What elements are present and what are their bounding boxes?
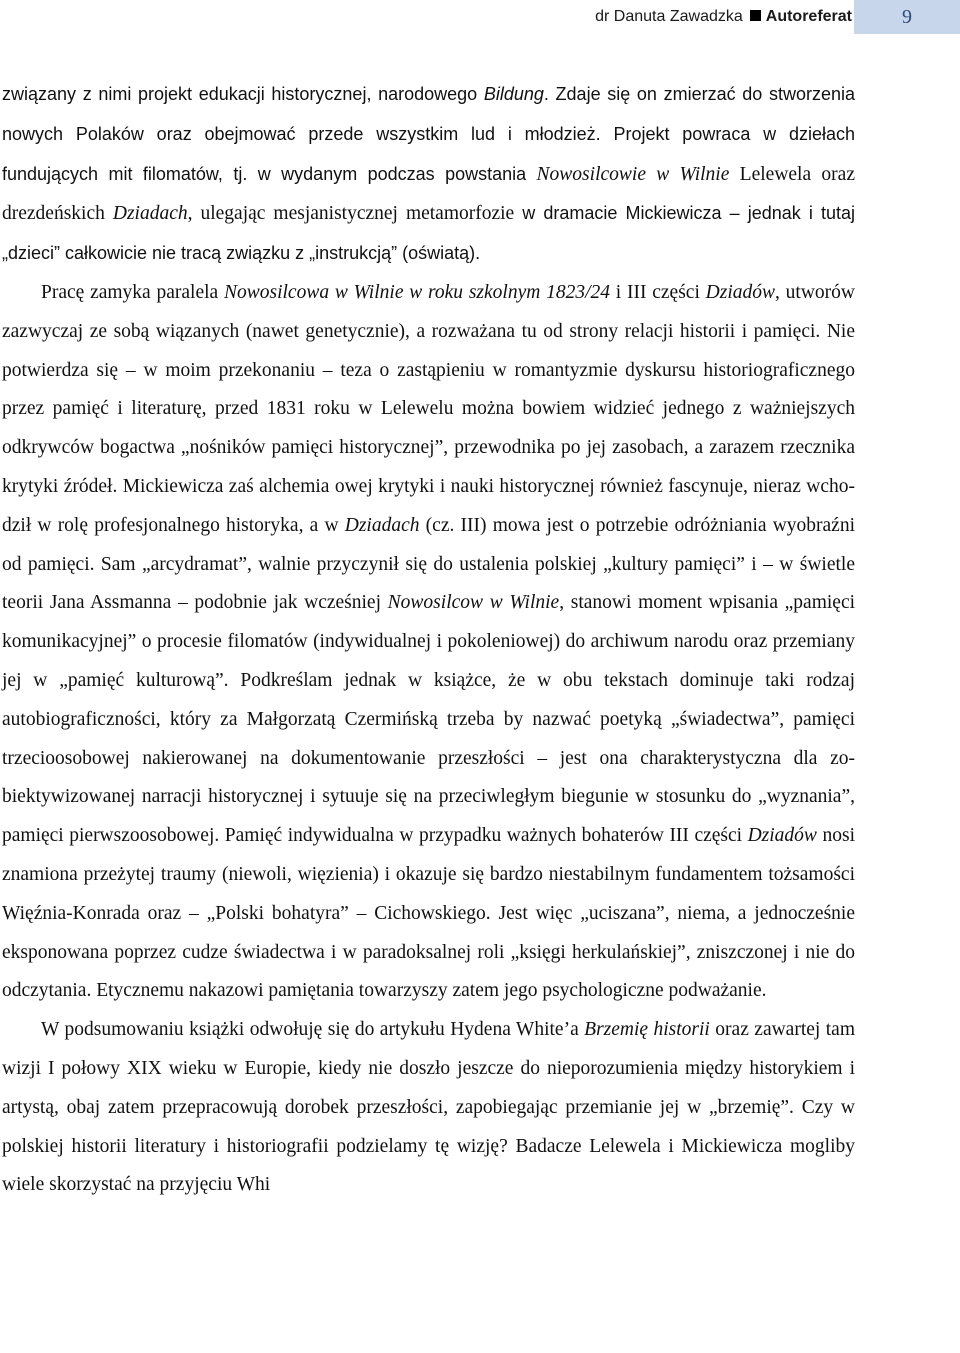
- italic-title: Bildung: [483, 84, 544, 104]
- text-run: , ulegając mesjanistycznej metamorfozie: [187, 203, 523, 225]
- running-header: [595, 8, 852, 26]
- text-run: oraz zawartej tam wizji I połowy XIX wieku w Europie, kiedy nie doszło jeszcze do nieporozumienia między historykiem i artystą, obaj zatem przepracowują dorobek przeszłości, zapobiegając przemianie jej w „brzemię”. Czy w polskiej historii literatury i historiografii podzielamy tę wizję? Badacze Lelewela i Mickiewicza mogliby wiele skorzystać na przyjęciu Whi: [2, 1019, 855, 1196]
- italic-title: Nowosilcowa w Wilnie w roku szkolnym 1823/24: [223, 281, 611, 303]
- text-run: Lelewela oraz drezdeńskich: [2, 163, 855, 225]
- text-run: Pracę zamyka paralela: [41, 281, 224, 303]
- text-run: i III części: [610, 281, 706, 303]
- italic-title: Dziadach: [112, 203, 188, 225]
- paragraph: [2, 75, 855, 274]
- text-run: W podsumowaniu książki odwołuję się do artykułu Hydena White’a: [41, 1019, 585, 1041]
- paragraph: [2, 274, 855, 1011]
- square-bullet-icon: [750, 10, 761, 21]
- italic-title: Nowosilcow w Wilnie: [387, 592, 560, 614]
- paragraph: [2, 1011, 855, 1205]
- header-label: Autoreferat: [765, 8, 852, 25]
- page-header: [0, 0, 960, 36]
- italic-title: Dziadów: [747, 825, 817, 847]
- text-run: , stanowi moment wpisania „pamięci komunikacyjnej” o procesie filomatów (indywidualnej i pokoleniowej) do archiwum narodu oraz przemiany jej w „pamięć kulturową”. Podkreślam jednak w książce, że w obu tekstach dominuje taki rodzaj autobiograficzności, który za Małgorzatą Czermińską trzeba by nazwać poetyką „świadectwa”, pamięci trzecioosobowej nakierowanej na dokumentowanie przeszłości – jest ona charakterystyczna dla zobiektywizowanej narracji historycznej i sytuuje się na przeciwległym biegunie w stosunku do „wyznania”, pamięci pierwszoosobowej. Pamięć indywidualna w przypadku ważnych bohaterów III części: [2, 592, 856, 847]
- italic-title: Dziadach: [344, 514, 420, 536]
- document-body: [2, 75, 855, 1205]
- text-run: nosi znamiona przeżytej traumy (niewoli, więzienia) i okazuje się bardzo niestabilnym fundamentem tożsamości Więźnia-Konrada oraz – „Polski bohatyra” – Cichowskiego. Jest więc „uciszana”, niema, a jednocześnie eksponowana poprzez cudze świadectwa i w paradoksalnej roli „księgi herkulańskiej”, zniszczonej i nie do odczytania. Etycznemu nakazowi pamiętania towarzyszy zatem jego psychologiczne podważanie.: [2, 825, 855, 1002]
- italic-title: Brzemię historii: [584, 1019, 710, 1041]
- text-run: związany z nimi projekt edukacji historycznej, narodowego: [2, 84, 484, 104]
- italic-title: Nowosilcowie w Wilnie: [536, 163, 730, 185]
- page-number: 9: [854, 0, 960, 34]
- text-run: (cz. III) mowa jest o potrzebie odróżniania wyobraźni od pamięci. Sam „arcydramat”, walnie przyczynił się do ustalenia polskiej „kultury pamięci” i – w świetle teorii Jana Assmanna – podobnie jak wcześniej: [2, 514, 856, 614]
- text-run: . Zdaje się on zmierzać do stworzenia nowych Polaków oraz obejmować przede wszystkim lud i młodzież. Projekt powraca w dziełach fundujących mit filomatów, tj. w wydanym podczas powstania: [2, 84, 855, 184]
- header-author: dr Danuta Zawadzka: [595, 8, 743, 25]
- text-run: , utworów zazwyczaj ze sobą wiązanych (nawet genetycznie), a rozważana tu od strony relacji historii i pamięci. Nie potwierdza się – w moim przekonaniu – teza o zastąpieniu w romantyzmie dyskursu historiograficznego przez pamięć i literaturę, przed 1831 roku w Lelewelu można bowiem widzieć jednego z ważniejszych odkrywców bogactwa „nośników pamięci historycznej”, przewodnika po jej zasobach, a zarazem rzecznika krytyki źródeł. Mickiewicza zaś alchemia owej krytyki i nauki historycznej również fascynuje, nieraz wchodził w rolę profesjonalnego historyka, a w: [2, 281, 855, 536]
- text-run: w dramacie Mickiewicza – jednak i tutaj „dzieci” całkowicie nie tracą związku z „instrukcją” (oświatą).: [2, 203, 855, 264]
- italic-title: Dziadów: [705, 281, 776, 303]
